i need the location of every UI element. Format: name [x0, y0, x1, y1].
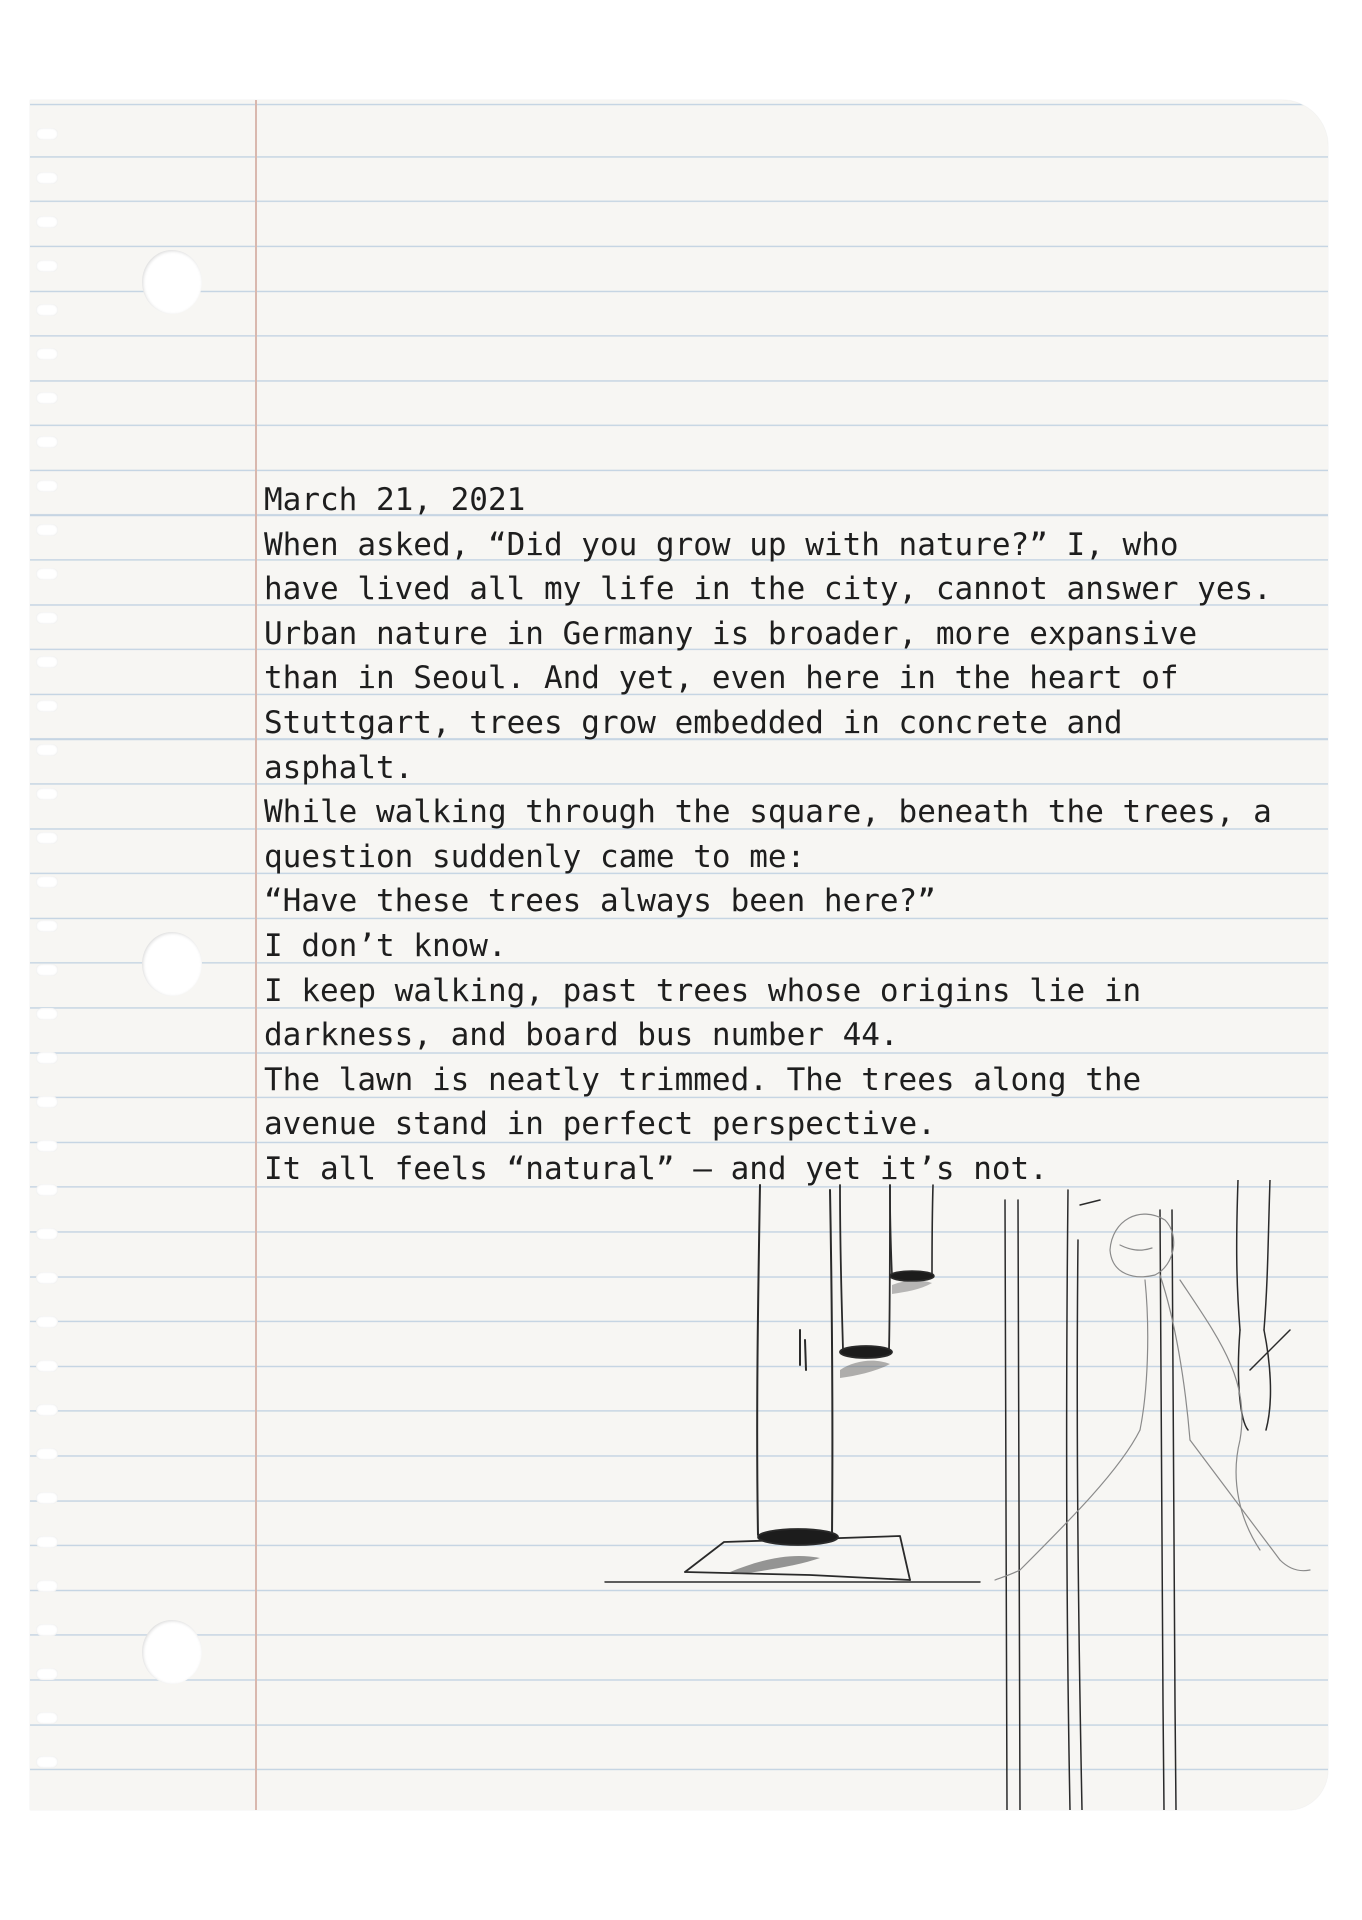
binder-hole — [142, 250, 202, 314]
perforation — [36, 392, 58, 404]
binder-hole — [142, 932, 202, 996]
perforation — [36, 524, 58, 536]
perforation — [36, 1360, 58, 1372]
perforation — [36, 436, 58, 448]
entry-line: darkness, and board bus number 44. — [264, 1017, 899, 1054]
perforation — [36, 1580, 58, 1592]
entry-line: “Have these trees always been here?” — [264, 883, 936, 920]
perforation — [36, 1756, 58, 1768]
entry-line: I keep walking, past trees whose origins lie in — [264, 972, 1142, 1009]
entry-line: It all feels “natural” — and yet it’s not. — [264, 1150, 1048, 1187]
perforation — [36, 304, 58, 316]
margin-line — [255, 100, 257, 1810]
perforation — [36, 1536, 58, 1548]
journal-entry — [264, 478, 1284, 1192]
tree-thin — [1005, 1180, 1290, 1810]
tree-trunk-small — [890, 1185, 934, 1294]
perforation — [36, 128, 58, 140]
perforation — [36, 964, 58, 976]
perforation — [36, 1712, 58, 1724]
perforation — [36, 876, 58, 888]
tree-trunk-mid — [840, 1185, 892, 1378]
tree-grate — [685, 1529, 910, 1580]
perforation — [36, 1272, 58, 1284]
entry-line: avenue stand in perfect perspective. — [264, 1106, 936, 1143]
perforation — [36, 216, 58, 228]
tree-trunk-large — [757, 1185, 832, 1535]
entry-line: Urban nature in Germany is broader, more expansive — [264, 615, 1198, 652]
entry-line: question suddenly came to me: — [264, 838, 806, 875]
entry-line: Stuttgart, trees grow embedded in concrete and — [264, 704, 1123, 741]
monkey-sketch — [995, 1214, 1310, 1580]
entry-line: than in Seoul. And yet, even here in the heart of — [264, 660, 1179, 697]
perforation — [36, 1316, 58, 1328]
binder-hole — [142, 1620, 202, 1684]
perforation — [36, 348, 58, 360]
perforation — [36, 788, 58, 800]
perforation — [36, 1404, 58, 1416]
perforation — [36, 1052, 58, 1064]
perforation — [36, 1140, 58, 1152]
perforation — [36, 700, 58, 712]
perforation — [36, 1448, 58, 1460]
perforation — [36, 1008, 58, 1020]
perforation — [36, 1624, 58, 1636]
perforation — [36, 920, 58, 932]
perforation — [36, 260, 58, 272]
perforation — [36, 1492, 58, 1504]
entry-line: have lived all my life in the city, cannot answer yes. — [264, 571, 1272, 608]
perforation — [36, 568, 58, 580]
entry-line: While walking through the square, beneath the trees, a — [264, 794, 1272, 831]
entry-date: March 21, 2021 — [264, 482, 526, 518]
entry-line: When asked, “Did you grow up with nature?” I, who — [264, 526, 1179, 563]
perforation — [36, 480, 58, 492]
tree-and-monkey-sketch — [600, 1180, 1330, 1810]
perforation — [36, 832, 58, 844]
perforation — [36, 1668, 58, 1680]
perforation — [36, 172, 58, 184]
perforation — [36, 612, 58, 624]
perforation — [36, 1096, 58, 1108]
entry-line: asphalt. — [264, 749, 414, 786]
entry-line: I don’t know. — [264, 927, 507, 964]
perforation — [36, 1184, 58, 1196]
perforation — [36, 744, 58, 756]
perforation — [36, 1228, 58, 1240]
entry-line: The lawn is neatly trimmed. The trees along the — [264, 1061, 1142, 1098]
perforation — [36, 656, 58, 668]
